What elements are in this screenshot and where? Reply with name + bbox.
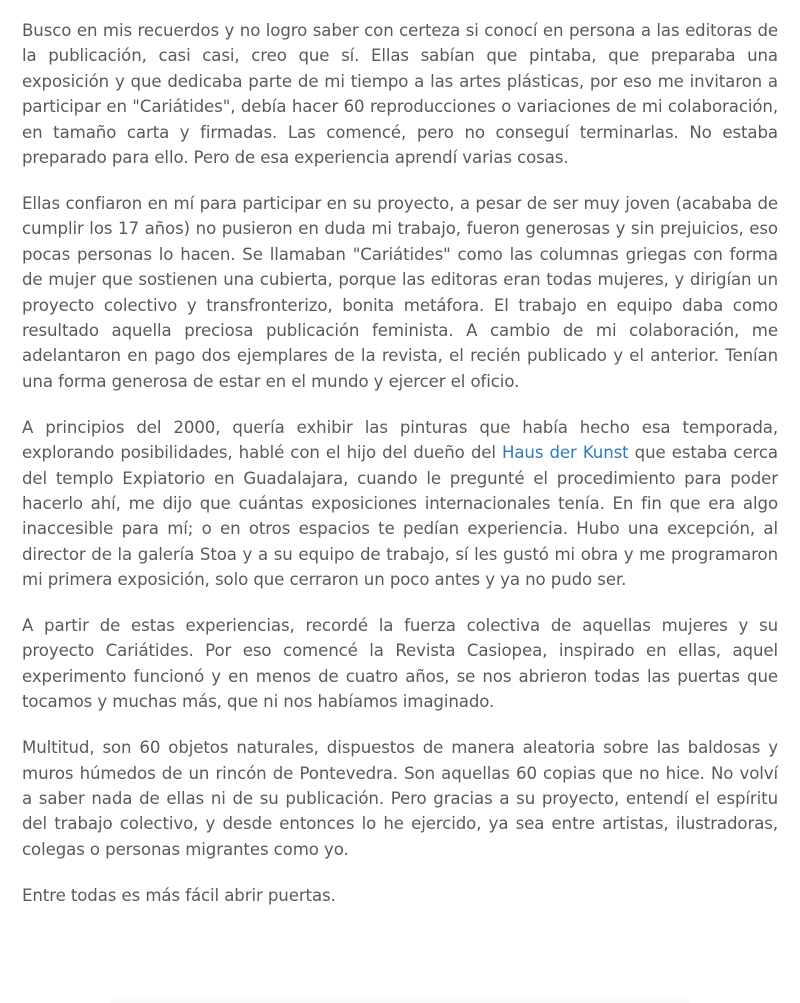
paragraph-editors-trust: Ellas confiaron en mí para participar en su proyecto, a pesar de ser muy joven (acababa de cumplir los 17 años) no pusieron en duda mi trabajo, fueron generosas y sin prejuicios, eso pocas personas lo hacen. Se llamaban "Cariátides" como las columnas griegas con forma de mujer que sostienen una cubierta, porque las editoras eran todas mujeres, y dirigían un proyecto colectivo y transfronterizo, bonita metáfora. El trabajo en equipo daba como resultado aquella preciosa publicación feminista. A cambio de mi colaboración, me adelantaron en pago dos ejemplares de la revista, el recién publicado y el anterior. Tenían una forma generosa de estar en el mundo y ejercer el oficio. [22, 193, 778, 391]
haus-der-kunst-link[interactable]: Haus der Kunst [501, 443, 629, 463]
bottom-fade-divider [110, 997, 690, 1003]
paragraph-multitud: Multitud, son 60 objetos naturales, dispuestos de manera aleatoria sobre las baldosas y muros húmedos de un rincón de Pontevedra. Son aquellas 60 copias que no hice. No volví a saber nada de ellas ni de su publicación. Pero gracias a su proyecto, entendí el espíritu del trabajo colectivo, y desde entonces lo he ejercido, ya sea entre artistas, ilustradoras, colegas o personas migrantes como yo. [22, 738, 778, 859]
article-body [22, 18, 778, 929]
paragraph-casiopea: A partir de estas experiencias, recordé la fuerza colectiva de aquellas mujeres y su proyecto Cariátides. Por eso comencé la Revista Casiopea, inspirado en ellas, aquel experimento funcionó y en menos de cuatro años, se nos abrieron todas las puertas que tocamos y muchas más, que ni nos habíamos imaginado. [22, 616, 778, 712]
paragraph-text-after-link: que estaba cerca del templo Expiatorio en Guadalajara, cuando le pregunté el procedimiento para poder hacerlo ahí, me dijo que cuántas exposiciones internacionales tenía. En fin que era algo inaccesible para mí; o en otros espacios te pedían experiencia. Hubo una excepción, al director de la galería Stoa y a su equipo de trabajo, sí les gustó mi obra y me programaron mi primera exposición, solo que cerraron un poco antes y ya no pudo ser. [22, 443, 778, 590]
paragraph-cariatides-memory: Busco en mis recuerdos y no logro saber con certeza si conocí en persona a las editoras de la publicación, casi casi, creo que sí. Ellas sabían que pintaba, que preparaba una exposición y que dedicaba parte de mi tiempo a las artes plásticas, por eso me invitaron a participar en "Cariátides", debía hacer 60 reproducciones o variaciones de mi colaboración, en tamaño carta y firmadas. Las comencé, pero no conseguí terminarlas. No estaba preparado para ello. Pero de esa experiencia aprendí varias cosas. [22, 21, 778, 168]
paragraph-text-before-link: A principios del 2000, quería exhibir las pinturas que había hecho esa temporada, explorando posibilidades, hablé con el hijo del dueño del [22, 417, 778, 463]
paragraph-exhibition-attempt [22, 415, 778, 593]
paragraph-closing: Entre todas es más fácil abrir puertas. [22, 885, 336, 905]
